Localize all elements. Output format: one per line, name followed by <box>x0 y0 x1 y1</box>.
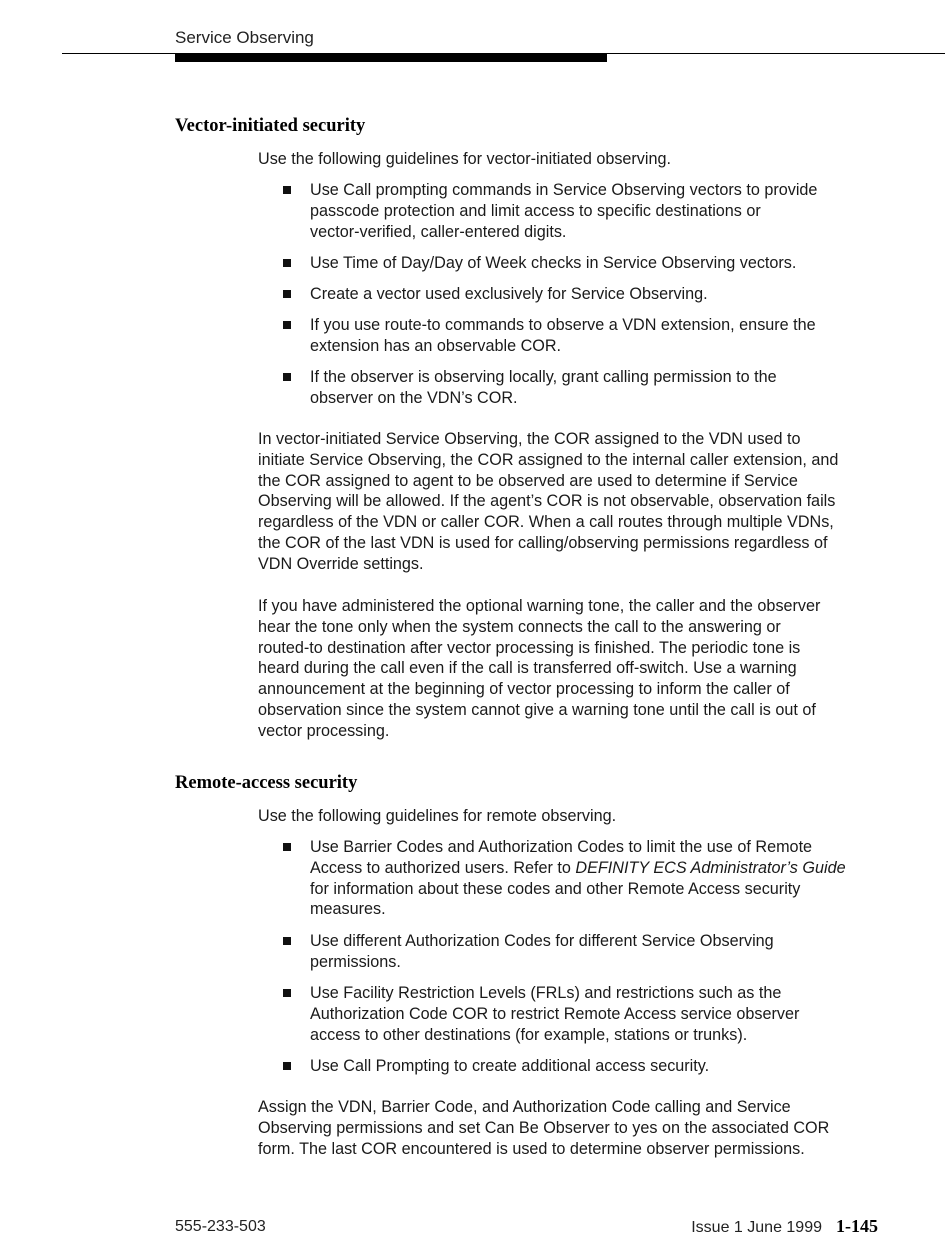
text-line: observer on the VDN’s COR. <box>310 388 518 407</box>
text-line: extension has an observable COR. <box>310 336 562 355</box>
text-line: vector processing. <box>258 721 390 740</box>
text-line: Create a vector used exclusively for Service Observing. <box>310 285 708 303</box>
text-line: Observing permissions and set Can Be Observer to yes on the associated COR <box>258 1118 830 1137</box>
footer-issue-and-page <box>691 1216 878 1237</box>
square-bullet-icon <box>283 321 291 329</box>
text-line: VDN Override settings. <box>258 554 424 573</box>
square-bullet-icon <box>283 989 291 997</box>
text-line: In vector-initiated Service Observing, the COR assigned to the VDN used to <box>258 430 801 448</box>
section1-intro: Use the following guidelines for vector-initiated observing. <box>258 150 672 168</box>
text-line: Authorization Code COR to restrict Remote Access service observer <box>310 1004 800 1023</box>
text-line: Use different Authorization Codes for different Service Observing <box>310 932 774 950</box>
text-line <box>310 858 890 879</box>
list-item-text <box>310 284 890 305</box>
square-bullet-icon <box>283 1062 291 1070</box>
page-number: 1-145 <box>836 1216 878 1236</box>
text-line: announcement at the beginning of vector processing to inform the caller of <box>258 680 790 699</box>
text-line: measures. <box>310 900 386 919</box>
text-line: observation since the system cannot give a warning tone until the call is out of <box>258 700 816 719</box>
section2-intro: Use the following guidelines for remote observing. <box>258 807 617 825</box>
list-item-text <box>310 983 890 1045</box>
text-line: the COR assigned to agent to be observed are used to determine if Service <box>258 471 798 490</box>
square-bullet-icon <box>283 290 291 298</box>
section2-paragraph-permissions <box>258 1097 888 1159</box>
text-line: routed-to destination after vector processing is finished. The periodic tone is <box>258 638 801 657</box>
section-heading-vector-initiated: Vector-initiated security <box>175 116 366 136</box>
list-item-text <box>310 253 890 274</box>
section1-paragraph-warning-tone <box>258 596 888 742</box>
list-item-text <box>310 315 890 357</box>
text-line: hear the tone only when the system connects the call to the answering or <box>258 617 781 636</box>
square-bullet-icon <box>283 937 291 945</box>
text-line: If the observer is observing locally, grant calling permission to the <box>310 368 777 386</box>
section1-paragraph-cor <box>258 429 888 575</box>
book-title: DEFINITY ECS Administrator’s Guide <box>575 858 846 877</box>
text-line: the COR of the last VDN is used for calling/observing permissions regardless of <box>258 533 828 552</box>
square-bullet-icon <box>283 843 291 851</box>
text-line: for information about these codes and other Remote Access security <box>310 879 801 898</box>
square-bullet-icon <box>283 373 291 381</box>
text-line: permissions. <box>310 952 401 971</box>
text-line: initiate Service Observing, the COR assigned to the internal caller extension, and <box>258 450 839 469</box>
text-line: regardless of the VDN or caller COR. When a call routes through multiple VDNs, <box>258 513 834 532</box>
text-line: passcode protection and limit access to specific destinations or <box>310 201 761 220</box>
text-line: Assign the VDN, Barrier Code, and Authorization Code calling and Service <box>258 1098 791 1116</box>
list-item-text <box>310 837 890 920</box>
text-line: access to other destinations (for example, stations or trunks). <box>310 1025 748 1044</box>
footer-issue: Issue 1 June 1999 <box>691 1219 822 1236</box>
list-item-text <box>310 180 890 242</box>
text-line: Use Call Prompting to create additional access security. <box>310 1057 710 1075</box>
text-line: vector-verified, caller-entered digits. <box>310 222 567 241</box>
running-header-title: Service Observing <box>175 28 314 47</box>
text-line: If you have administered the optional warning tone, the caller and the observer <box>258 597 821 615</box>
list-item-text <box>310 367 890 409</box>
text-line: Use Call prompting commands in Service Observing vectors to provide <box>310 181 818 199</box>
square-bullet-icon <box>283 186 291 194</box>
footer-doc-number: 555-233-503 <box>175 1218 266 1235</box>
text-line: If you use route-to commands to observe a VDN extension, ensure the <box>310 316 816 334</box>
text-line: Use Facility Restriction Levels (FRLs) and restrictions such as the <box>310 984 782 1002</box>
list-item-text <box>310 1056 890 1077</box>
section-heading-remote-access: Remote-access security <box>175 773 358 793</box>
text-line: heard during the call even if the call is transferred off-switch. Use a warning <box>258 659 797 678</box>
text-line: form. The last COR encountered is used to determine observer permissions. <box>258 1139 805 1158</box>
header-bar <box>175 54 607 62</box>
text-span: Access to authorized users. Refer to <box>310 858 576 877</box>
text-line: Use Barrier Codes and Authorization Codes to limit the use of Remote <box>310 838 813 856</box>
square-bullet-icon <box>283 259 291 267</box>
text-line: Observing will be allowed. If the agent’s COR is not observable, observation fails <box>258 492 836 511</box>
text-line: Use Time of Day/Day of Week checks in Service Observing vectors. <box>310 254 797 272</box>
list-item-text <box>310 931 890 973</box>
